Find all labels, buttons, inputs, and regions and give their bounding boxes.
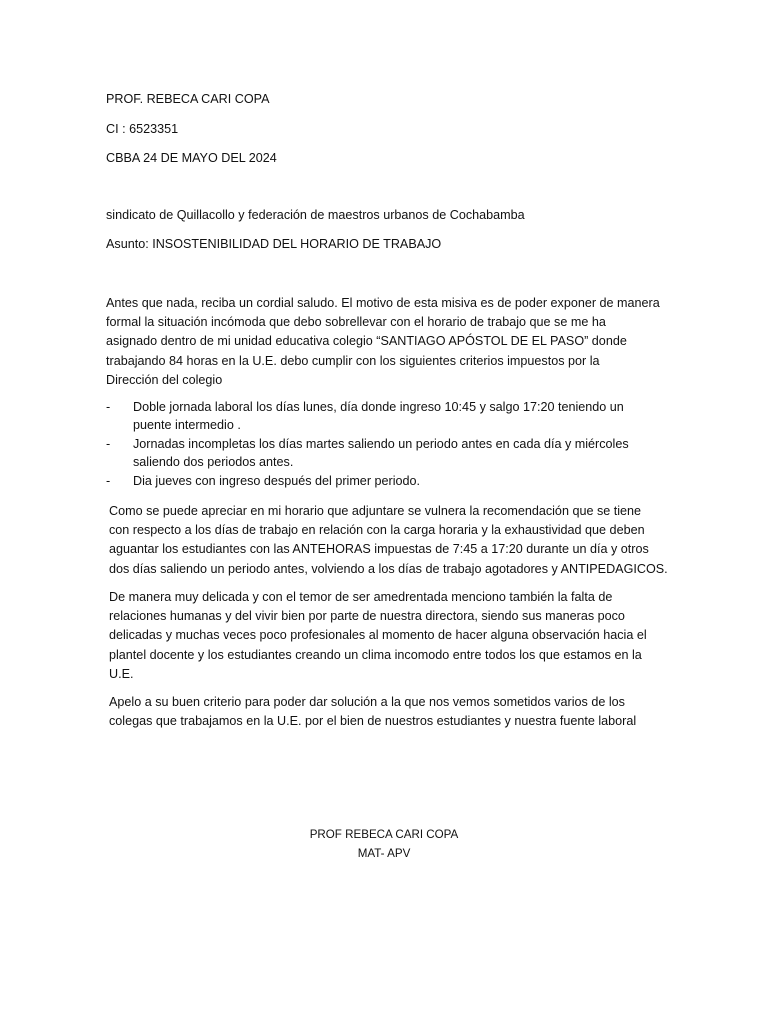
paragraph-line: Como se puede apreciar en mi horario que adjuntare se vulnera la recomendación que se tiene: [109, 504, 642, 518]
place-date: CBBA 24 DE MAYO DEL 2024: [106, 151, 277, 165]
criteria-list: [106, 398, 666, 490]
paragraph-line: dos días saliendo un periodo antes, volviendo a los días de trabajo agotadores y ANTIPEDAGICOS.: [109, 561, 668, 576]
list-item-line: puente intermedio .: [133, 418, 241, 433]
paragraph-line: plantel docente y los estudiantes creando un clima incomodo entre todos los que estamos en la: [109, 647, 642, 662]
intro-line: formal la situación incómoda que debo sobrellevar con el horario de trabajo que se me ha: [106, 315, 606, 330]
intro-line: Dirección del colegio: [106, 372, 223, 387]
list-item: [106, 398, 666, 435]
signature-code: MAT- APV: [357, 847, 411, 860]
subject-line: Asunto: INSOSTENIBILIDAD DEL HORARIO DE TRABAJO: [106, 237, 442, 251]
intro-line: asignado dentro de mi unidad educativa colegio “SANTIAGO APÓSTOL DE EL PASO” donde: [106, 334, 627, 349]
intro-line: Antes que nada, reciba un cordial saludo. El motivo de esta misiva es de poder exponer de manera: [106, 296, 660, 310]
intro-line: trabajando 84 horas en la U.E. debo cumplir con los siguientes criterios impuestos por la: [106, 353, 600, 368]
bullet-dash: -: [106, 436, 111, 451]
list-item-line: saliendo dos periodos antes.: [133, 455, 294, 470]
list-item: [106, 472, 666, 490]
signature-name: PROF REBECA CARI COPA: [309, 828, 459, 841]
paragraph-line: Apelo a su buen criterio para poder dar solución a la que nos vemos sometidos varios de los: [109, 695, 625, 709]
paragraph-line: aguantar los estudiantes con las ANTEHORAS impuestas de 7:45 a 17:20 durante un día y otros: [109, 542, 649, 557]
bullet-dash: -: [106, 473, 111, 488]
intro-paragraph: [106, 294, 666, 390]
paragraph-line: relaciones humanas y del vivir bien por parte de nuestra directora, siendo sus maneras poco: [109, 609, 625, 624]
paragraph-line: con respecto a los días de trabajo en relación con la carga horaria y la exhaustividad que deben: [109, 523, 645, 538]
paragraph-line: De manera muy delicada y con el temor de ser amedrentada menciono también la falta de: [109, 590, 613, 604]
list-item-line: Doble jornada laboral los días lunes, día donde ingreso 10:45 y salgo 17:20 teniendo un: [133, 400, 624, 414]
sender-ci: CI : 6523351: [106, 122, 179, 136]
bullet-dash: -: [106, 400, 111, 414]
recipient: sindicato de Quillacollo y federación de maestros urbanos de Cochabamba: [106, 208, 525, 222]
relations-paragraph: [109, 588, 669, 684]
list-item: [106, 435, 666, 472]
list-item-line: Dia jueves con ingreso después del primer periodo.: [133, 473, 421, 488]
paragraph-line: colegas que trabajamos en la U.E. por el bien de nuestros estudiantes y nuestra fuente laboral: [109, 714, 637, 729]
paragraph-line: U.E.: [109, 666, 134, 681]
closing-paragraph: [109, 693, 669, 731]
schedule-paragraph: [109, 502, 669, 579]
sender-name: PROF. REBECA CARI COPA: [106, 92, 270, 106]
list-item-line: Jornadas incompletas los días martes saliendo un periodo antes en cada día y miércoles: [133, 436, 629, 451]
paragraph-line: delicadas y muchas veces poco profesionales al momento de hacer alguna observación hacia el: [109, 628, 647, 643]
